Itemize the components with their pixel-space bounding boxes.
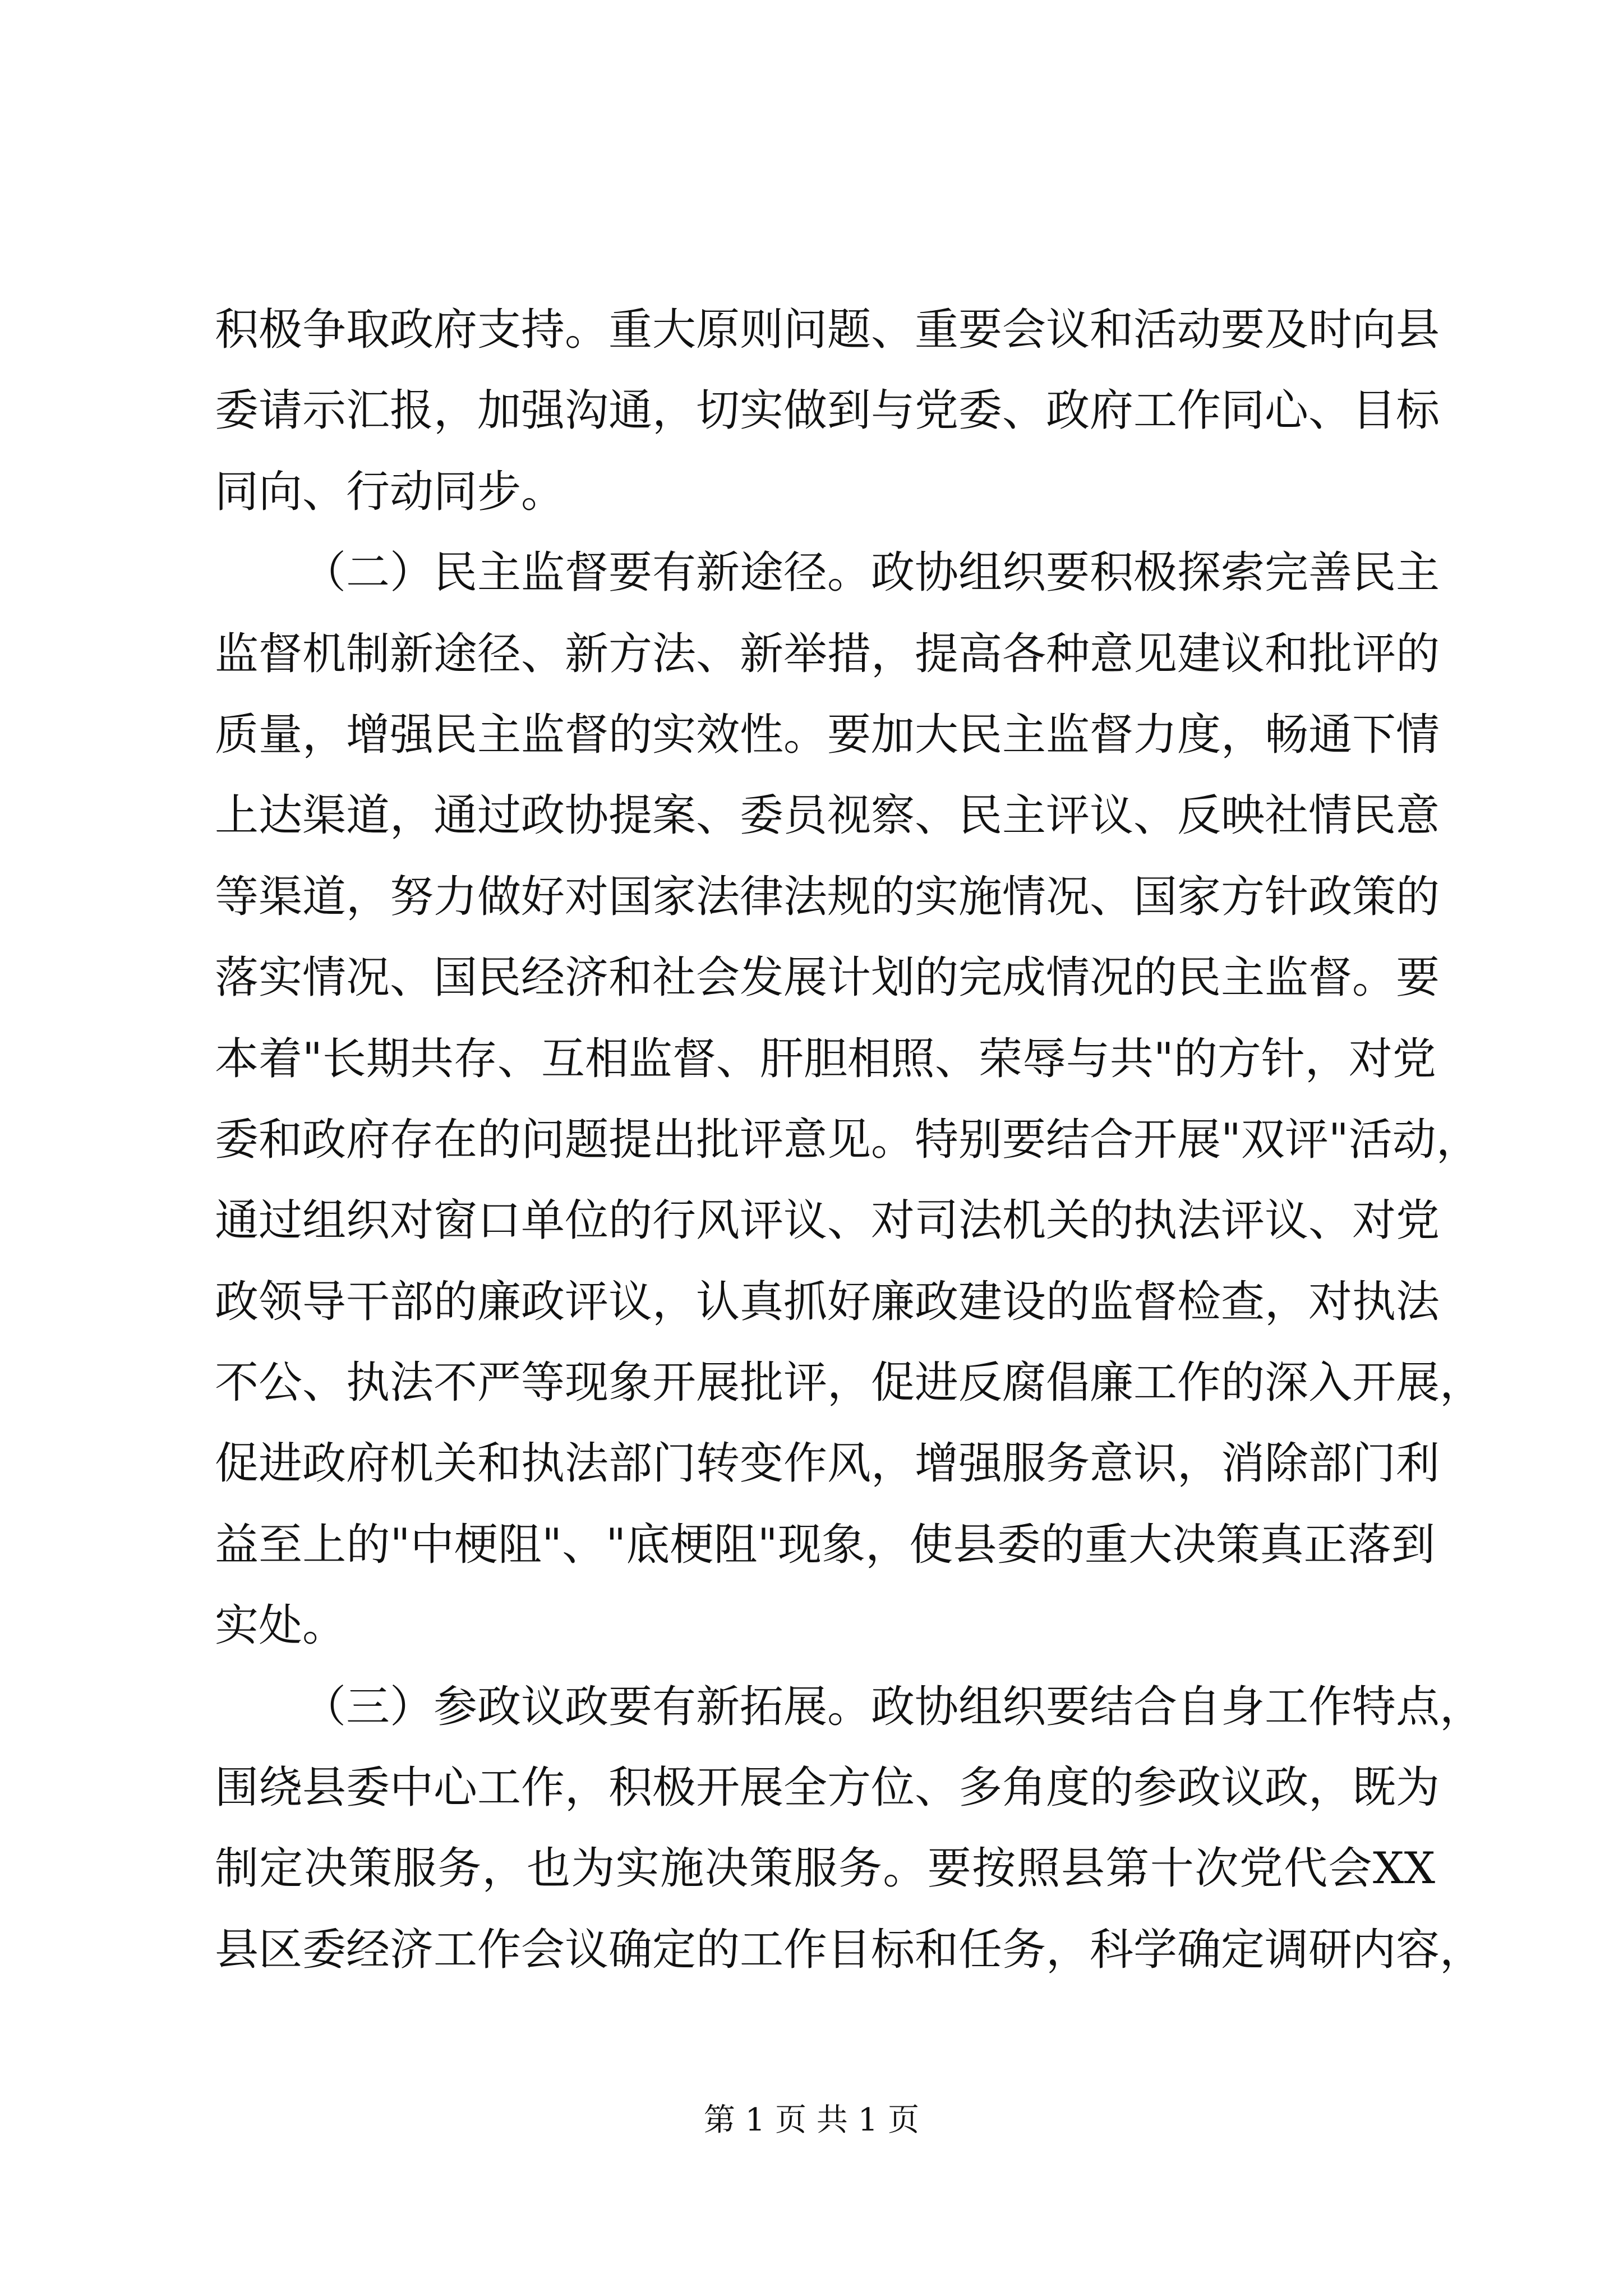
text-line: 委请示汇报，加强沟通，切实做到与党委、政府工作同心、目标 [215, 385, 1440, 436]
text-line: 落实情况、国民经济和社会发展计划的完成情况的民主监督。要 [215, 953, 1440, 1004]
text-line: 益至上的"中梗阻"、"底梗阻"现象，使县委的重大决策真正落到 [215, 1519, 1435, 1570]
text-line: 本着"长期共存、互相监督、肝胆相照、荣辱与共"的方针，对党 [215, 1033, 1436, 1084]
text-line: 制定决策服务，也为实施决策服务。要按照县第十次党代会XX [215, 1843, 1435, 1894]
text-line: 同向、行动同步。 [215, 466, 565, 517]
text-line: 委和政府存在的问题提出批评意见。特别要结合开展"双评"活动， [215, 1114, 1480, 1165]
section-heading-line: （三）参政议政要有新拓展。政协组织要结合自身工作特点， [302, 1681, 1484, 1732]
text-line: 政领导干部的廉政评议，认真抓好廉政建设的监督检查，对执法 [215, 1276, 1440, 1327]
text-line: 上达渠道，通过政协提案、委员视察、民主评议、反映社情民意 [215, 790, 1440, 841]
text-line: 围绕县委中心工作，积极开展全方位、多角度的参政议政，既为 [215, 1763, 1440, 1814]
text-line: 促进政府机关和执法部门转变作风，增强服务意识，消除部门利 [215, 1438, 1440, 1489]
page-number-text: 第 1 页 共 1 页 [703, 2102, 920, 2138]
page-footer [0, 2098, 1623, 2143]
body-text [215, 289, 1484, 1990]
text-line: 不公、执法不严等现象开展批评，促进反腐倡廉工作的深入开展， [215, 1358, 1484, 1409]
text-line: 实处。 [215, 1600, 347, 1651]
text-line: 等渠道，努力做好对国家法律法规的实施情况、国家方针政策的 [215, 871, 1440, 922]
section-heading-line: （二）民主监督要有新途径。政协组织要积极探索完善民主 [302, 547, 1440, 599]
text-line: 积极争取政府支持。重大原则问题、重要会议和活动要及时向县 [215, 305, 1440, 355]
text-line: 县区委经济工作会议确定的工作目标和任务，科学确定调研内容， [215, 1924, 1484, 1975]
text-line: 质量，增强民主监督的实效性。要加大民主监督力度，畅通下情 [215, 709, 1440, 760]
text-line: 监督机制新途径、新方法、新举措，提高各种意见建议和批评的 [215, 628, 1440, 679]
text-line: 通过组织对窗口单位的行风评议、对司法机关的执法评议、对党 [215, 1195, 1440, 1246]
